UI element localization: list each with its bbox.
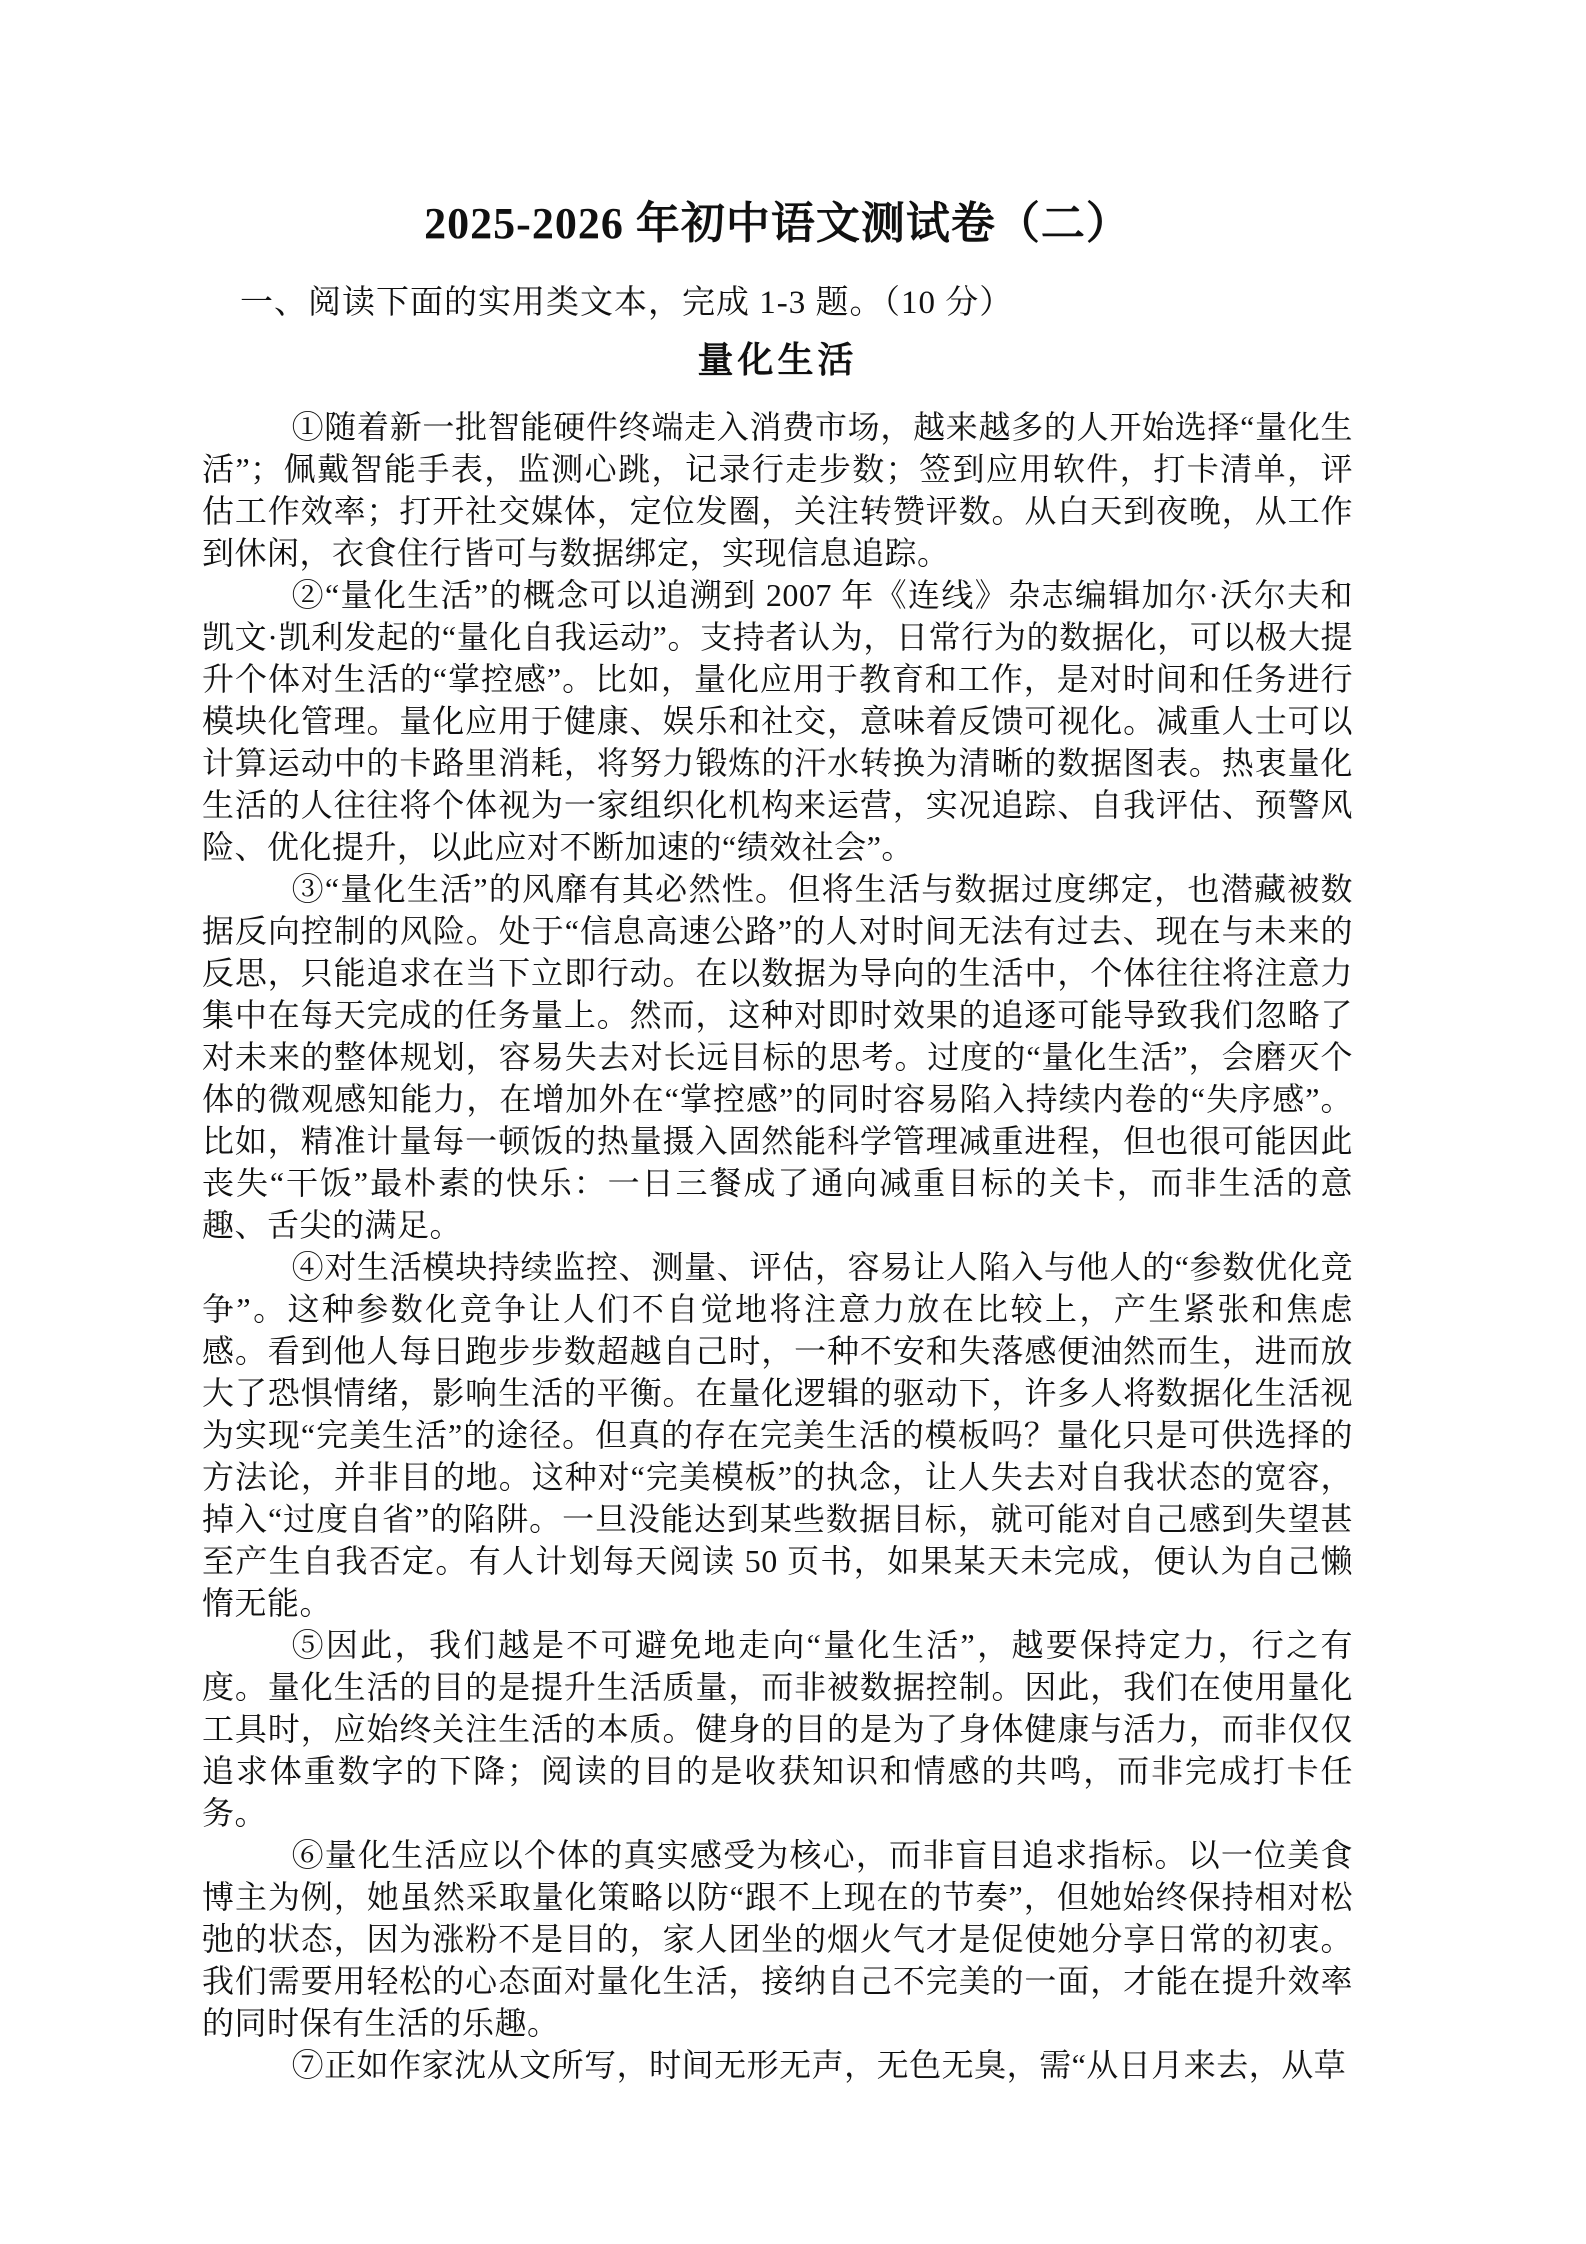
article-body [202, 406, 1353, 2086]
article-paragraph-3: ③“量化生活”的风靡有其必然性。但将生活与数据过度绑定，也潜藏被数据反向控制的风险。处于“信息高速公路”的人对时间无法有过去、现在与未来的反思，只能追求在当下立即行动。在以数据为导向的生活中，个体往往将注意力集中在每天完成的任务量上。然而，这种对即时效果的追逐可能导致我们忽略了对未来的整体规划，容易失去对长远目标的思考。过度的“量化生活”，会磨灭个体的微观感知能力，在增加外在“掌控感”的同时容易陷入持续内卷的“失序感”。比如，精准计量每一顿饭的热量摄入固然能科学管理减重进程，但也很可能因此丧失“干饭”最朴素的快乐：一日三餐成了通向减重目标的关卡，而非生活的意趣、舌尖的满足。 [202, 871, 1353, 1243]
section-heading: 一、阅读下面的实用类文本，完成 1-3 题。（10 分） [240, 285, 1014, 321]
exam-title: 2025-2026 年初中语文测试卷（二） [424, 199, 1131, 248]
article-paragraph-5: ⑤因此，我们越是不可避免地走向“量化生活”，越要保持定力，行之有度。量化生活的目的是提升生活质量，而非被数据控制。因此，我们在使用量化工具时，应始终关注生活的本质。健身的目的是为了身体健康与活力，而非仅仅追求体重数字的下降；阅读的目的是收获知识和情感的共鸣，而非完成打卡任务。 [202, 1627, 1353, 1831]
article-paragraph-6: ⑥量化生活应以个体的真实感受为核心，而非盲目追求指标。以一位美食博主为例，她虽然采取量化策略以防“跟不上现在的节奏”，但她始终保持相对松弛的状态，因为涨粉不是目的，家人团坐的烟火气才是促使她分享日常的初衷。我们需要用轻松的心态面对量化生活，接纳自己不完美的一面，才能在提升效率的同时保有生活的乐趣。 [202, 1837, 1353, 2041]
article-paragraph-4: ④对生活模块持续监控、测量、评估，容易让人陷入与他人的“参数优化竞争”。这种参数化竞争让人们不自觉地将注意力放在比较上，产生紧张和焦虑感。看到他人每日跑步步数超越自己时，一种不安和失落感便油然而生，进而放大了恐惧情绪，影响生活的平衡。在量化逻辑的驱动下，许多人将数据化生活视为实现“完美生活”的途径。但真的存在完美生活的模板吗？量化只是可供选择的方法论，并非目的地。这种对“完美模板”的执念，让人失去对自我状态的宽容，掉入“过度自省”的陷阱。一旦没能达到某些数据目标，就可能对自己感到失望甚至产生自我否定。有人计划每天阅读 50 页书，如果某天未完成，便认为自己懒惰无能。 [202, 1249, 1353, 1621]
article-paragraph-7: ⑦正如作家沈从文所写，时间无形无声，无色无臭，需“从日月来去，从草 [291, 2047, 1347, 2083]
article-paragraph-1: ①随着新一批智能硬件终端走入消费市场，越来越多的人开始选择“量化生活”；佩戴智能手表，监测心跳，记录行走步数；签到应用软件，打卡清单，评估工作效率；打开社交媒体，定位发圈，关注转赞评数。从白天到夜晚，从工作到休闲，衣食住行皆可与数据绑定，实现信息追踪。 [202, 409, 1353, 571]
article-title: 量化生活 [697, 340, 858, 380]
article-paragraph-2: ②“量化生活”的概念可以追溯到 2007 年《连线》杂志编辑加尔·沃尔夫和凯文·凯利发起的“量化自我运动”。支持者认为，日常行为的数据化，可以极大提升个体对生活的“掌控感”。比如，量化应用于教育和工作，是对时间和任务进行模块化管理。量化应用于健康、娱乐和社交，意味着反馈可视化。减重人士可以计算运动中的卡路里消耗，将努力锻炼的汗水转换为清晰的数据图表。热衷量化生活的人往往将个体视为一家组织化机构来运营，实况追踪、自我评估、预警风险、优化提升，以此应对不断加速的“绩效社会”。 [202, 577, 1353, 865]
